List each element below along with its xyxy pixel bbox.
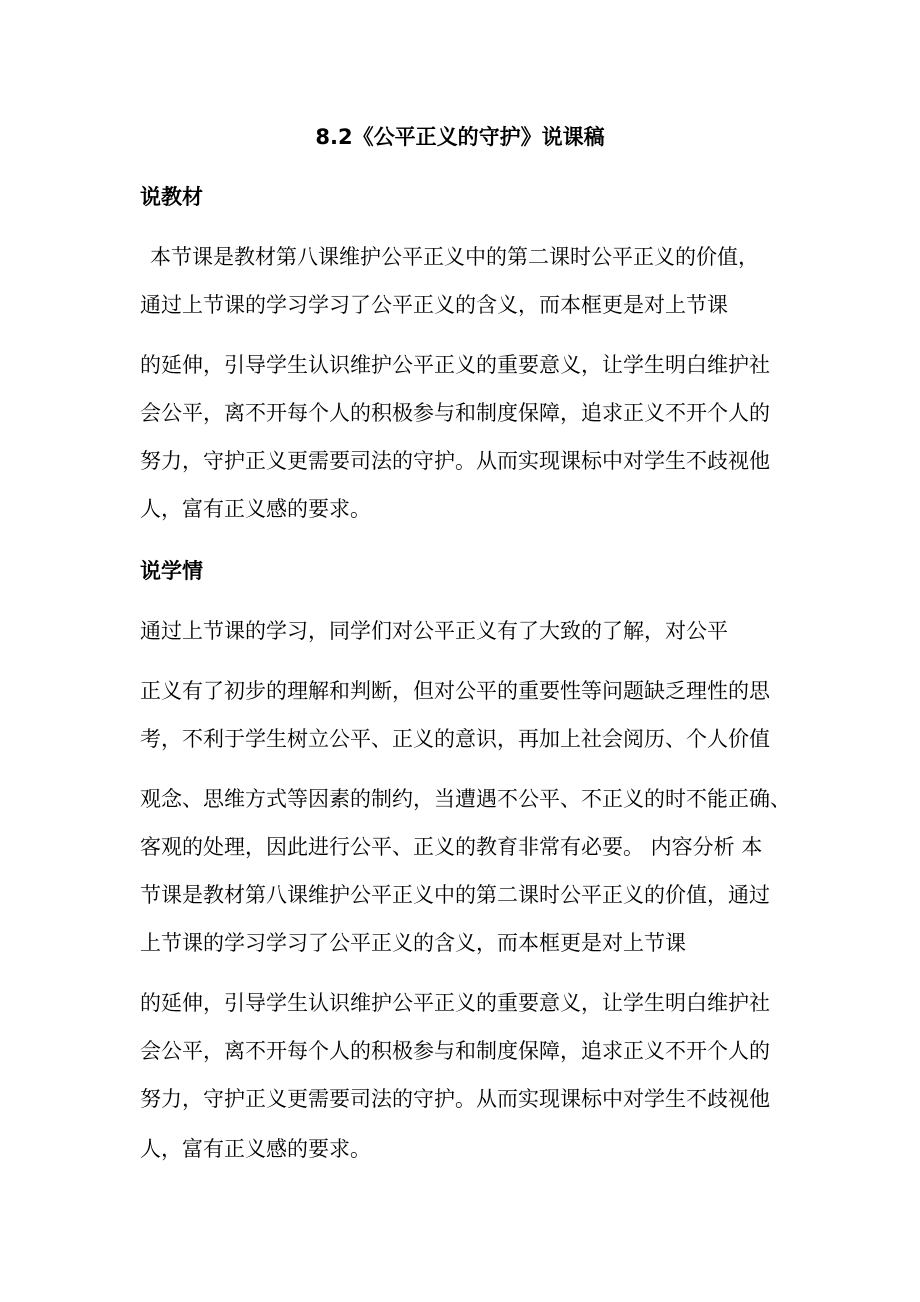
paragraph-line: 本节课是教材第八课维护公平正义中的第二课时公平正义的价值， [150, 245, 759, 269]
paragraph-line: 客观的处理，因此进行公平、正义的教育非常有必要。 内容分析 本 [140, 835, 763, 859]
document-title: 8.2《公平正义的守护》说课稿 [315, 125, 605, 149]
paragraph-line: 人，富有正义感的要求。 [140, 1137, 371, 1161]
section-heading-textbook: 说教材 [140, 185, 203, 209]
section-heading-students: 说学情 [140, 559, 203, 583]
paragraph-line: 人，富有正义感的要求。 [140, 497, 371, 521]
paragraph-line: 会公平，离不开每个人的积极参与和制度保障，追求正义不开个人的 [140, 1039, 770, 1063]
paragraph-line: 努力，守护正义更需要司法的守护。从而实现课标中对学生不歧视他 [140, 1087, 770, 1111]
paragraph-line: 观念、思维方式等因素的制约，当遭遇不公平、不正义的时不能正确、 [140, 787, 791, 811]
paragraph-line: 考，不利于学生树立公平、正义的意识，再加上社会阅历、个人价值 [140, 727, 770, 751]
paragraph-line: 的延伸，引导学生认识维护公平正义的重要意义，让学生明白维护社 [140, 353, 770, 377]
paragraph-line: 正义有了初步的理解和判断，但对公平的重要性等问题缺乏理性的思 [140, 679, 770, 703]
paragraph-line: 通过上节课的学习，同学们对公平正义有了大致的了解，对公平 [140, 619, 728, 643]
paragraph-line: 的延伸，引导学生认识维护公平正义的重要意义，让学生明白维护社 [140, 991, 770, 1015]
paragraph-line: 上节课的学习学习了公平正义的含义，而本框更是对上节课 [140, 931, 686, 955]
paragraph-line: 会公平，离不开每个人的积极参与和制度保障，追求正义不开个人的 [140, 401, 770, 425]
paragraph-line: 努力，守护正义更需要司法的守护。从而实现课标中对学生不歧视他 [140, 449, 770, 473]
paragraph-line: 通过上节课的学习学习了公平正义的含义，而本框更是对上节课 [140, 293, 728, 317]
paragraph-line: 节课是教材第八课维护公平正义中的第二课时公平正义的价值，通过 [140, 883, 770, 907]
